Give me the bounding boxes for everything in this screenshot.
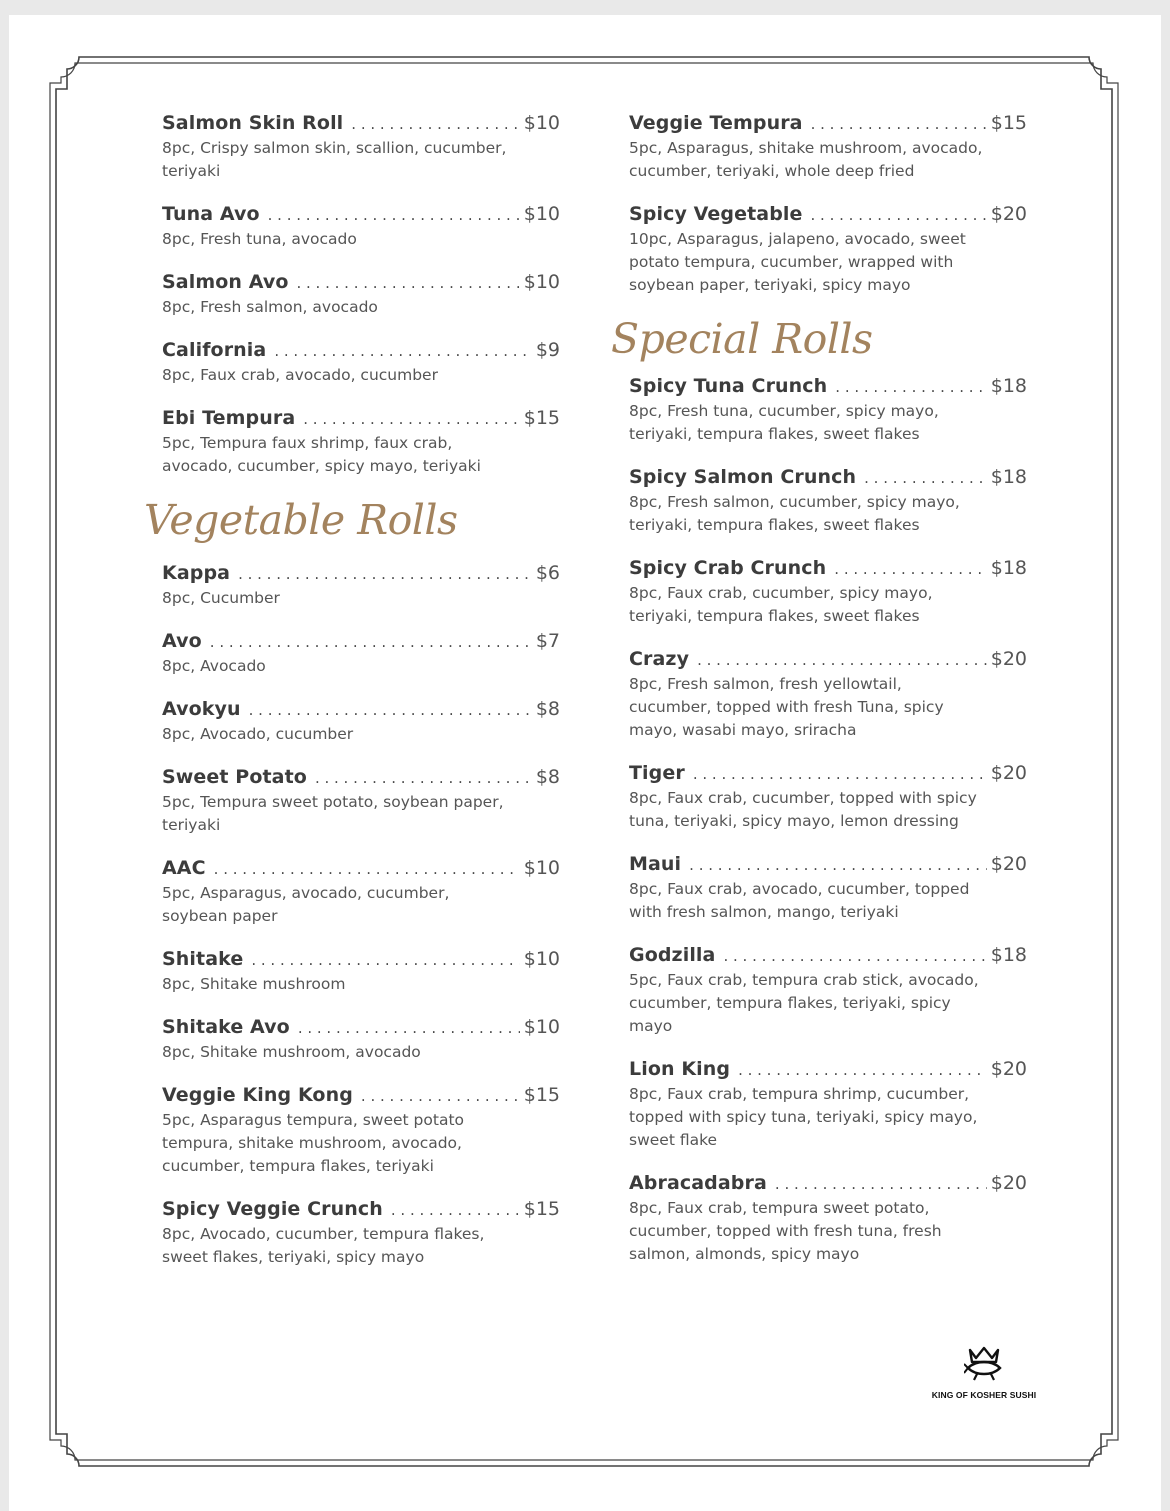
- menu-item-price: $10: [523, 203, 560, 225]
- dot-leader: [391, 1197, 520, 1223]
- menu-item-price: $20: [990, 203, 1027, 225]
- menu-item-row: [162, 1082, 560, 1109]
- menu-item-description: 8pc, Fresh salmon, fresh yellowtail, cucumber, topped with fresh Tuna, spicy mayo, wasabi mayo, sriracha: [629, 675, 944, 739]
- section-heading-special-rolls: Special Rolls: [611, 315, 873, 363]
- menu-item-description: 8pc, Faux crab, tempura sweet potato, cucumber, topped with fresh tuna, fresh salmon, almonds, spicy mayo: [629, 1199, 942, 1263]
- menu-item-name: Spicy Salmon Crunch: [629, 466, 857, 488]
- menu-item-price: $20: [990, 853, 1027, 875]
- menu-item-row: [162, 946, 560, 973]
- menu-item: [162, 201, 560, 251]
- menu-item-price: $10: [523, 948, 560, 970]
- menu-item-name: Spicy Tuna Crunch: [629, 375, 828, 397]
- menu-item-price: $18: [990, 557, 1027, 579]
- menu-item-description: 8pc, Shitake mushroom: [162, 975, 346, 993]
- menu-item-row: [629, 760, 1027, 787]
- menu-item-name: AAC: [162, 857, 206, 879]
- menu-item: [162, 696, 560, 746]
- dot-leader: [723, 943, 986, 969]
- menu-item-row: [629, 110, 1027, 137]
- menu-item-description: 8pc, Faux crab, tempura shrimp, cucumber, topped with spicy tuna, teriyaki, spicy mayo, sweet flake: [629, 1085, 978, 1149]
- menu-item: [629, 110, 1027, 183]
- menu-item-row: [629, 555, 1027, 582]
- dot-leader: [210, 629, 532, 655]
- menu-item-name: Shitake: [162, 948, 244, 970]
- menu-item-price: $15: [523, 407, 560, 429]
- menu-item-name: Salmon Avo: [162, 271, 289, 293]
- menu-item-name: Shitake Avo: [162, 1016, 290, 1038]
- dot-leader: [214, 856, 520, 882]
- menu-item-description: 5pc, Asparagus, avocado, cucumber, soybean paper: [162, 884, 450, 925]
- menu-item-price: $10: [523, 1016, 560, 1038]
- menu-item: [629, 760, 1027, 833]
- menu-item-price: $6: [535, 562, 560, 584]
- menu-item-row: [162, 628, 560, 655]
- menu-item-description: 5pc, Asparagus tempura, sweet potato tempura, shitake mushroom, avocado, cucumber, tempura flakes, teriyaki: [162, 1111, 465, 1175]
- menu-item-name: Kappa: [162, 562, 231, 584]
- menu-item-name: Ebi Tempura: [162, 407, 296, 429]
- menu-item-price: $20: [990, 762, 1027, 784]
- menu-item-price: $15: [990, 112, 1027, 134]
- menu-item-row: [162, 1014, 560, 1041]
- dot-leader: [689, 852, 987, 878]
- menu-item-description: 8pc, Avocado, cucumber, tempura flakes, sweet flakes, teriyaki, spicy mayo: [162, 1225, 485, 1266]
- dot-leader: [834, 556, 986, 582]
- dot-leader: [298, 1015, 520, 1041]
- menu-item: [162, 764, 560, 837]
- menu-item: [629, 555, 1027, 628]
- crown-fish-logo-icon: [964, 1346, 1004, 1382]
- menu-item: [162, 946, 560, 996]
- dot-leader: [361, 1083, 520, 1109]
- menu-item-row: [629, 373, 1027, 400]
- menu-item: [629, 464, 1027, 537]
- menu-item-price: $15: [523, 1198, 560, 1220]
- menu-item-description: 5pc, Faux crab, tempura crab stick, avocado, cucumber, tempura flakes, teriyaki, spicy mayo: [629, 971, 979, 1035]
- menu-item: [162, 1014, 560, 1064]
- brand-logo: [924, 1346, 1044, 1400]
- dot-leader: [775, 1171, 987, 1197]
- dot-leader: [249, 697, 532, 723]
- menu-item-description: 10pc, Asparagus, jalapeno, avocado, sweet potato tempura, cucumber, wrapped with soybean paper, teriyaki, spicy mayo: [629, 230, 966, 294]
- menu-item: [629, 201, 1027, 297]
- menu-item-name: Spicy Crab Crunch: [629, 557, 827, 579]
- left-column: [144, 110, 560, 1287]
- dot-leader: [864, 465, 987, 491]
- menu-item-row: [162, 269, 560, 296]
- dot-leader: [274, 338, 531, 364]
- menu-item-row: [162, 201, 560, 228]
- menu-item-row: [629, 464, 1027, 491]
- menu-item-row: [162, 1196, 560, 1223]
- menu-item-name: Veggie Tempura: [629, 112, 803, 134]
- menu-item-name: California: [162, 339, 267, 361]
- menu-item-row: [162, 405, 560, 432]
- menu-item-price: $10: [523, 112, 560, 134]
- menu-item: [629, 1170, 1027, 1266]
- menu-item-price: $9: [535, 339, 560, 361]
- section-heading-vegetable-rolls: Vegetable Rolls: [144, 496, 458, 544]
- menu-item: [629, 373, 1027, 446]
- menu-item-price: $18: [990, 944, 1027, 966]
- menu-item-price: $8: [535, 698, 560, 720]
- dot-leader: [811, 111, 987, 137]
- dot-leader: [738, 1057, 987, 1083]
- menu-item: [629, 851, 1027, 924]
- menu-item-description: 8pc, Avocado: [162, 657, 266, 675]
- menu-item-price: $10: [523, 857, 560, 879]
- dot-leader: [268, 202, 520, 228]
- menu-item-description: 8pc, Fresh salmon, avocado: [162, 298, 378, 316]
- menu-item: [162, 1082, 560, 1178]
- brand-name: KING OF KOSHER SUSHI: [931, 1390, 1037, 1400]
- menu-item-price: $20: [990, 1172, 1027, 1194]
- menu-item-name: Sweet Potato: [162, 766, 307, 788]
- menu-item-description: 8pc, Crispy salmon skin, scallion, cucumber, teriyaki: [162, 139, 507, 180]
- dot-leader: [296, 270, 519, 296]
- menu-item: [629, 646, 1027, 742]
- menu-item-name: Veggie King Kong: [162, 1084, 353, 1106]
- dot-leader: [811, 202, 987, 228]
- menu-item-name: Tiger: [629, 762, 685, 784]
- menu-item-name: Godzilla: [629, 944, 716, 966]
- dot-leader: [835, 374, 986, 400]
- menu-item-price: $7: [535, 630, 560, 652]
- menu-item: [629, 942, 1027, 1038]
- menu-item-price: $15: [523, 1084, 560, 1106]
- menu-item: [162, 628, 560, 678]
- menu-item-name: Tuna Avo: [162, 203, 260, 225]
- menu-item-description: 5pc, Tempura faux shrimp, faux crab, avocado, cucumber, spicy mayo, teriyaki: [162, 434, 481, 475]
- menu-item-row: [162, 110, 560, 137]
- menu-item-name: Lion King: [629, 1058, 731, 1080]
- dot-leader: [303, 406, 519, 432]
- menu-item-description: 5pc, Asparagus, shitake mushroom, avocado, cucumber, teriyaki, whole deep fried: [629, 139, 983, 180]
- menu-item-name: Crazy: [629, 648, 690, 670]
- dot-leader: [238, 561, 532, 587]
- menu-item-row: [629, 942, 1027, 969]
- menu-item-row: [629, 1170, 1027, 1197]
- menu-item-price: $8: [535, 766, 560, 788]
- dot-leader: [251, 947, 519, 973]
- menu-item-description: 8pc, Shitake mushroom, avocado: [162, 1043, 421, 1061]
- menu-item: [162, 337, 560, 387]
- menu-item-description: 8pc, Fresh tuna, cucumber, spicy mayo, teriyaki, tempura flakes, sweet flakes: [629, 402, 939, 443]
- dot-leader: [351, 111, 519, 137]
- menu-item-row: [162, 855, 560, 882]
- menu-item: [162, 560, 560, 610]
- menu-item: [162, 405, 560, 478]
- menu-item: [162, 1196, 560, 1269]
- menu-item-description: 5pc, Tempura sweet potato, soybean paper, teriyaki: [162, 793, 504, 834]
- menu-item-name: Spicy Veggie Crunch: [162, 1198, 383, 1220]
- menu-item-row: [162, 337, 560, 364]
- dot-leader: [697, 647, 987, 673]
- menu-item-price: $18: [990, 466, 1027, 488]
- menu-item-description: 8pc, Faux crab, cucumber, spicy mayo, teriyaki, tempura flakes, sweet flakes: [629, 584, 933, 625]
- menu-item-row: [629, 851, 1027, 878]
- menu-item-description: 8pc, Faux crab, avocado, cucumber, topped with fresh salmon, mango, teriyaki: [629, 880, 970, 921]
- menu-item-row: [629, 1056, 1027, 1083]
- menu-item-row: [629, 646, 1027, 673]
- menu-item-description: 8pc, Faux crab, avocado, cucumber: [162, 366, 438, 384]
- menu-item: [629, 1056, 1027, 1152]
- menu-item-name: Maui: [629, 853, 682, 875]
- menu-item-description: 8pc, Faux crab, cucumber, topped with spicy tuna, teriyaki, spicy mayo, lemon dressing: [629, 789, 977, 830]
- right-column: [611, 110, 1027, 1284]
- menu-item-row: [629, 201, 1027, 228]
- menu-item-row: [162, 560, 560, 587]
- menu-item-description: 8pc, Avocado, cucumber: [162, 725, 354, 743]
- menu-item-name: Salmon Skin Roll: [162, 112, 344, 134]
- menu-item-name: Avo: [162, 630, 202, 652]
- menu-item-description: 8pc, Cucumber: [162, 589, 280, 607]
- menu-item-row: [162, 696, 560, 723]
- menu-item-row: [162, 764, 560, 791]
- menu-item-name: Spicy Vegetable: [629, 203, 803, 225]
- dot-leader: [693, 761, 987, 787]
- menu-item-price: $10: [523, 271, 560, 293]
- menu-item-price: $18: [990, 375, 1027, 397]
- dot-leader: [315, 765, 532, 791]
- menu-item: [162, 855, 560, 928]
- menu-item-name: Abracadabra: [629, 1172, 767, 1194]
- menu-item-price: $20: [990, 648, 1027, 670]
- menu-item-description: 8pc, Fresh tuna, avocado: [162, 230, 357, 248]
- menu-item-price: $20: [990, 1058, 1027, 1080]
- menu-item-description: 8pc, Fresh salmon, cucumber, spicy mayo, teriyaki, tempura flakes, sweet flakes: [629, 493, 960, 534]
- menu-item: [162, 110, 560, 183]
- menu-item: [162, 269, 560, 319]
- menu-item-name: Avokyu: [162, 698, 241, 720]
